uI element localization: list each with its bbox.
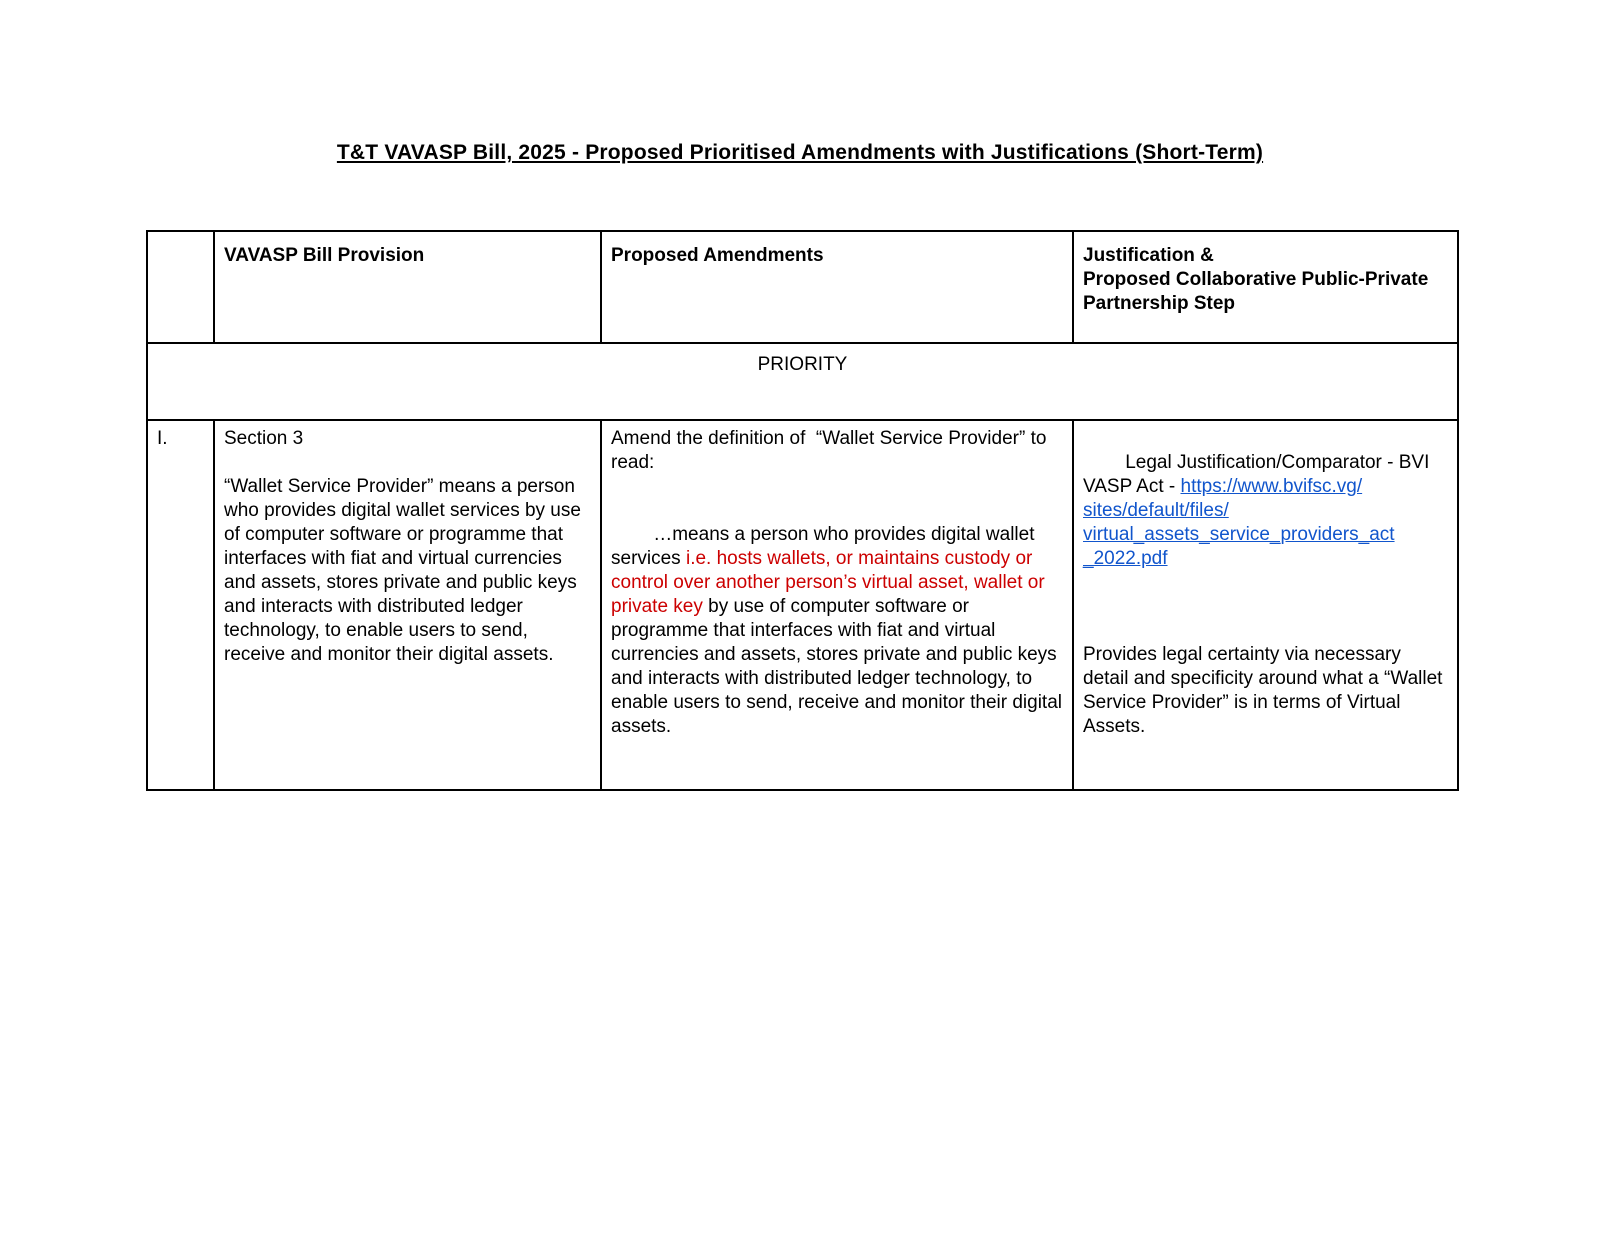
link-line-2: sites/default/files/	[1083, 500, 1229, 521]
justification-header-line1: Justification &	[1083, 245, 1214, 266]
amendment-inserted-red-text: i.e. hosts wallets, or maintains custody or control over another person’s virtual asset, wallet or private key	[611, 548, 1050, 617]
header-cell-index	[147, 231, 214, 343]
link-line-1: https://www.bvifsc.vg/	[1180, 476, 1363, 497]
amendment-text-suffix: by use of computer software or programme that interfaces with fiat and virtual currencies and assets, stores private and public keys and interacts with distributed ledger technology, to enable users to send, receive and monitor their digital assets.	[611, 596, 1068, 737]
provision-section-heading: Section 3	[224, 428, 304, 449]
justification-comparator-text	[1083, 427, 1448, 619]
link-line-3: virtual_assets_service_providers_act	[1083, 524, 1395, 545]
amendment-text-prefix: …means a person who provides digital wallet services	[611, 524, 1040, 569]
amendments-cell	[601, 420, 1073, 790]
provision-definition-text: “Wallet Service Provider” means a person who provides digital wallet services by use of computer software or programme that interfaces with fiat and virtual currencies and assets, stores private and public keys and interacts with distributed ledger technology, to enable users to send, receive and monitor their digital assets.	[224, 476, 587, 665]
justification-rationale-text: Provides legal certainty via necessary detail and specificity around what a “Wallet Service Provider” is in terms of Virtual Assets.	[1083, 644, 1448, 737]
amendment-definition-text	[611, 499, 1068, 763]
justification-link-prefix: Legal Justification/Comparator - BVI VASP Act -	[1083, 452, 1435, 497]
document-title: T&T VAVASP Bill, 2025 - Proposed Prioritised Amendments with Justifications (Short-Term)	[336, 141, 1264, 164]
table-header-row	[147, 231, 1458, 343]
row-index-cell: I.	[147, 420, 214, 790]
priority-banner-row	[147, 343, 1458, 420]
link-line-4: _2022.pdf	[1083, 548, 1168, 569]
header-cell-provision: VAVASP Bill Provision	[214, 231, 601, 343]
amendments-table	[146, 230, 1459, 791]
header-cell-justification	[1073, 231, 1458, 343]
provision-cell	[214, 420, 601, 790]
header-cell-amendments: Proposed Amendments	[601, 231, 1073, 343]
priority-banner: PRIORITY	[147, 343, 1458, 420]
justification-header-line2: Proposed Collaborative Public-Private Partnership Step	[1083, 269, 1429, 314]
amendment-intro-text: Amend the definition of “Wallet Service Provider” to read:	[611, 428, 1052, 473]
table-row	[147, 420, 1458, 790]
justification-cell	[1073, 420, 1458, 790]
